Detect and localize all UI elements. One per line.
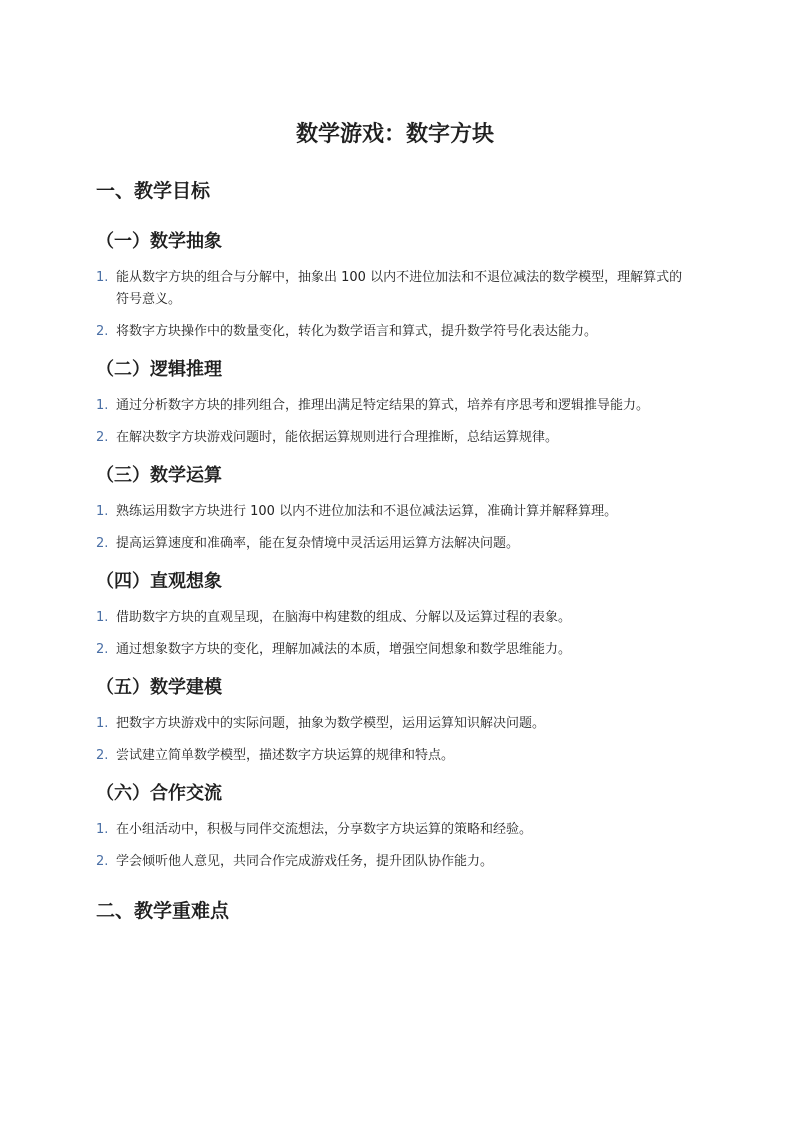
list-number: 2. (96, 324, 109, 339)
list-item-text: 借助数字方块的直观呈现，在脑海中构建数的组成、分解以及运算过程的表象。 (116, 610, 572, 625)
list-number: 2. (96, 642, 109, 657)
list-item (96, 427, 694, 449)
list-item-text: 提高运算速度和准确率，能在复杂情境中灵活运用运算方法解决问题。 (116, 536, 520, 551)
objective-list-imagination (96, 607, 694, 661)
list-item (96, 745, 694, 767)
list-item-text: 尝试建立简单数学模型，描述数字方块运算的规律和特点。 (116, 748, 455, 763)
list-item (96, 501, 694, 523)
subsection-heading-imagination: （四）直观想象 (96, 571, 222, 592)
list-number: 1. (96, 822, 109, 837)
section-heading-key-points: 二、教学重难点 (96, 900, 230, 922)
list-number: 1. (96, 270, 109, 285)
list-item-text: 将数字方块操作中的数量变化，转化为数学语言和算式，提升数学符号化表达能力。 (116, 324, 598, 339)
subsection-heading-modeling: （五）数学建模 (96, 677, 222, 698)
list-item (96, 267, 694, 311)
list-item (96, 395, 694, 417)
list-item-text: 能从数字方块的组合与分解中，抽象出 100 以内不进位加法和不退位减法的数学模型，理解算式的符号意义。 (116, 270, 683, 307)
list-number: 1. (96, 504, 109, 519)
list-item (96, 639, 694, 661)
subsection-heading-reasoning: （二）逻辑推理 (96, 359, 222, 380)
list-item (96, 533, 694, 555)
list-item-text: 学会倾听他人意见，共同合作完成游戏任务，提升团队协作能力。 (116, 854, 494, 869)
objective-list-abstraction (96, 267, 694, 343)
list-number: 1. (96, 716, 109, 731)
objective-list-collaboration (96, 819, 694, 873)
list-item-text: 熟练运用数字方块进行 100 以内不进位加法和不退位减法运算，准确计算并解释算理。 (116, 504, 618, 519)
page-title: 数学游戏：数字方块 (295, 122, 494, 147)
list-item (96, 851, 694, 873)
list-item-text: 在解决数字方块游戏问题时，能依据运算规则进行合理推断，总结运算规律。 (116, 430, 559, 445)
list-number: 1. (96, 610, 109, 625)
list-item (96, 819, 694, 841)
list-item-text: 通过想象数字方块的变化，理解加减法的本质，增强空间想象和数学思维能力。 (116, 642, 572, 657)
list-number: 2. (96, 430, 109, 445)
subsection-heading-abstraction: （一）数学抽象 (96, 231, 222, 252)
list-number: 2. (96, 854, 109, 869)
objective-list-modeling (96, 713, 694, 767)
list-item-text: 把数字方块游戏中的实际问题，抽象为数学模型，运用运算知识解决问题。 (116, 716, 546, 731)
list-item (96, 607, 694, 629)
objective-list-reasoning (96, 395, 694, 449)
list-item-text: 在小组活动中，积极与同伴交流想法，分享数字方块运算的策略和经验。 (116, 822, 533, 837)
list-number: 2. (96, 536, 109, 551)
subsection-heading-computation: （三）数学运算 (96, 465, 222, 486)
list-number: 1. (96, 398, 109, 413)
list-item-text: 通过分析数字方块的排列组合，推理出满足特定结果的算式，培养有序思考和逻辑推导能力。 (116, 398, 650, 413)
subsection-heading-collaboration: （六）合作交流 (96, 783, 222, 804)
list-item (96, 321, 694, 343)
section-heading-objectives: 一、教学目标 (96, 180, 211, 202)
objective-list-computation (96, 501, 694, 555)
list-item (96, 713, 694, 735)
list-number: 2. (96, 748, 109, 763)
